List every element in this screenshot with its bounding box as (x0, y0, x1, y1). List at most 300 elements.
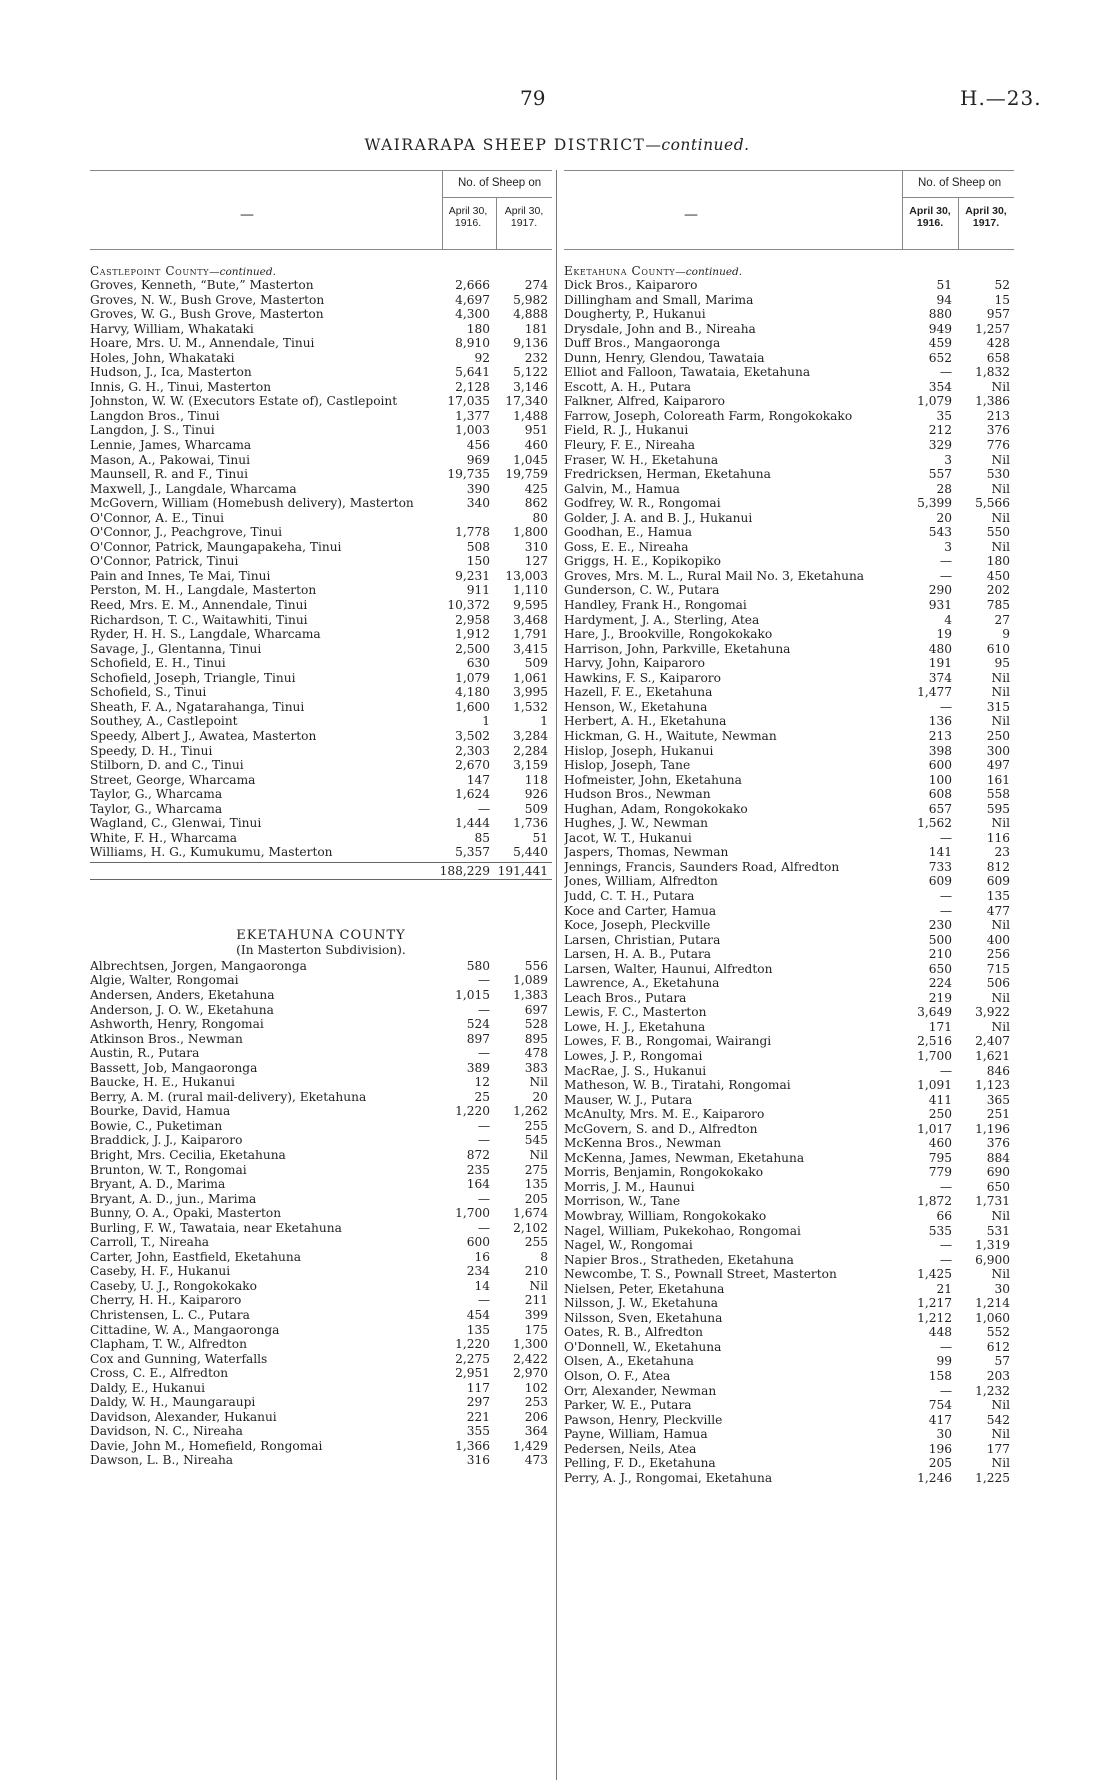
table-row (564, 1456, 1014, 1471)
table-row (90, 554, 552, 569)
county-heading: EKETAHUNA COUNTY (236, 927, 406, 943)
sheep-1916: — (939, 1238, 952, 1253)
total-1917: 191,441 (497, 863, 548, 878)
table-row (90, 423, 552, 438)
owner-name: Hofmeister, John, Eketahuna (564, 772, 742, 787)
sheep-1916: 630 (466, 656, 490, 671)
sheep-1916: 221 (466, 1409, 490, 1424)
sheep-1916: 535 (928, 1223, 952, 1238)
castlepoint-rows (90, 278, 552, 860)
sheep-1916: 19,735 (447, 467, 490, 482)
sheep-1917: 545 (524, 1133, 548, 1148)
sheep-1917: 232 (524, 350, 548, 365)
sheep-1916: — (477, 1046, 490, 1061)
sheep-1917: 697 (524, 1002, 548, 1017)
sheep-1916: 3 (944, 539, 952, 554)
table-row (564, 758, 1014, 773)
sheep-1917: 1 (540, 714, 548, 729)
sheep-1916: 5,357 (455, 845, 490, 860)
table-row (90, 1381, 552, 1396)
header-group-label: No. of Sheep on (458, 177, 542, 189)
sheep-1917: 376 (986, 1136, 1010, 1151)
sheep-1916: 1,700 (455, 1206, 490, 1221)
sheep-1917: Nil (991, 1267, 1010, 1282)
owner-name: Fleury, F. E., Nireaha (564, 438, 696, 453)
sheep-1916: 2,303 (455, 743, 490, 758)
owner-name: Dunn, Henry, Glendou, Tawataia (564, 350, 765, 365)
owner-name: Hughan, Adam, Rongokokako (564, 801, 748, 816)
owner-name: Algie, Walter, Rongomai (90, 973, 239, 988)
table-row (90, 773, 552, 788)
owner-name: Mauser, W. J., Putara (564, 1092, 693, 1107)
sheep-1916: 1,912 (455, 627, 490, 642)
sheep-1916: 460 (928, 1136, 952, 1151)
sheep-1917: 530 (986, 467, 1010, 482)
sheep-1917: 20 (532, 1089, 548, 1104)
table-row (90, 511, 552, 526)
table-row (90, 988, 552, 1003)
sheep-1916: 1,444 (455, 816, 490, 831)
sheep-1916: — (477, 973, 490, 988)
sheep-1917: Nil (991, 670, 1010, 685)
sheep-1917: 5,566 (975, 496, 1010, 511)
table-row (564, 554, 1014, 569)
sheep-1916: 1,600 (455, 699, 490, 714)
owner-name: Nagel, William, Pukekohao, Rongomai (564, 1223, 801, 1238)
owner-name: Nilsson, J. W., Eketahuna (564, 1296, 719, 1311)
sheep-1917: 957 (986, 307, 1010, 322)
sheep-1916: 21 (936, 1281, 952, 1296)
sheep-1917: Nil (991, 685, 1010, 700)
sheep-1917: 846 (986, 1063, 1010, 1078)
sheep-1916: 389 (466, 1060, 490, 1075)
table-row (564, 598, 1014, 613)
owner-name: Leach Bros., Putara (564, 990, 687, 1005)
sheep-1916: — (939, 888, 952, 903)
sheep-1916: 4,300 (455, 307, 490, 322)
owner-name: Clapham, T. W., Alfredton (90, 1337, 247, 1352)
sheep-1917: 895 (524, 1031, 548, 1046)
owner-name: Lowe, H. J., Eketahuna (564, 1019, 706, 1034)
sheep-1917: 1,488 (513, 408, 548, 423)
sheep-1917: 556 (524, 958, 548, 973)
sheep-1917: 127 (524, 554, 548, 569)
sheep-1916: 4,180 (455, 685, 490, 700)
owner-name: Hudson, J., Ica, Masterton (90, 365, 252, 380)
owner-name: Napier Bros., Stratheden, Eketahuna (564, 1252, 794, 1267)
sheep-1917: 365 (986, 1092, 1010, 1107)
eketahuna-rows-continued (564, 278, 1014, 1485)
sheep-1917: 528 (524, 1017, 548, 1032)
sheep-1917: 23 (994, 845, 1010, 860)
table-row (90, 351, 552, 366)
table-row (564, 482, 1014, 497)
sheep-1917: 509 (524, 656, 548, 671)
owner-name: Pain and Innes, Te Mai, Tinui (90, 568, 271, 583)
sheep-1917: 275 (524, 1162, 548, 1177)
sheep-1916: 390 (466, 481, 490, 496)
sheep-1916: 657 (928, 801, 952, 816)
owner-name: Schofield, S., Tinui (90, 685, 207, 700)
sheep-1917: 478 (524, 1046, 548, 1061)
owner-name: Ashworth, Henry, Rongomai (90, 1017, 264, 1032)
total-1916: 188,229 (439, 863, 490, 878)
owner-name: Speedy, Albert J., Awatea, Masterton (90, 728, 317, 743)
sheep-1917: 1,089 (513, 973, 548, 988)
sheep-1916: 99 (936, 1354, 952, 1369)
table-row (90, 1308, 552, 1323)
sheep-1916: 171 (928, 1019, 952, 1034)
sheep-1917: 552 (986, 1325, 1010, 1340)
sheep-1917: 135 (524, 1177, 548, 1192)
table-row (564, 874, 1014, 889)
sheep-1917: 251 (986, 1107, 1010, 1122)
owner-name: Maunsell, R. and F., Tinui (90, 467, 248, 482)
page-reference: H.—23. (960, 86, 1042, 110)
sheep-1917: 1,800 (513, 525, 548, 540)
owner-name: Duff Bros., Mangaoronga (564, 336, 721, 351)
table-row (90, 467, 552, 482)
owner-name: Hislop, Joseph, Tane (564, 758, 691, 773)
owner-name: Braddick, J. J., Kaiparoro (90, 1133, 243, 1148)
sheep-1917: 3,159 (513, 758, 548, 773)
table-row (564, 1064, 1014, 1079)
owner-name: Innis, G. H., Tinui, Masterton (90, 379, 272, 394)
sheep-1917: 715 (986, 961, 1010, 976)
sheep-1916: 35 (936, 408, 952, 423)
table-row (564, 656, 1014, 671)
table-row (564, 642, 1014, 657)
owner-name: Koce, Joseph, Pleckville (564, 918, 711, 933)
table-row (564, 583, 1014, 598)
sheep-1916: — (939, 568, 952, 583)
table-row (564, 1253, 1014, 1268)
table-row (564, 1471, 1014, 1486)
table-row (90, 365, 552, 380)
sheep-1916: 608 (928, 787, 952, 802)
owner-name: Groves, W. G., Bush Grove, Masterton (90, 307, 324, 322)
table-row (90, 293, 552, 308)
table-row (90, 1235, 552, 1250)
sheep-1917: 9 (1002, 627, 1010, 642)
owner-name: Ryder, H. H. S., Langdale, Wharcama (90, 627, 321, 642)
sheep-1916: 3,502 (455, 728, 490, 743)
owner-name: Olson, O. F., Atea (564, 1369, 671, 1384)
table-row (564, 380, 1014, 395)
sheep-1917: Nil (991, 714, 1010, 729)
sheep-1916: 1,017 (917, 1121, 952, 1136)
owner-name: Davie, John M., Homefield, Rongomai (90, 1438, 323, 1453)
sheep-1917: 27 (994, 612, 1010, 627)
table-row (564, 1340, 1014, 1355)
sheep-1916: 1,015 (455, 987, 490, 1002)
sheep-1916: 1,366 (455, 1438, 490, 1453)
owner-name: Hoare, Mrs. U. M., Annendale, Tinui (90, 336, 315, 351)
table-row (564, 1122, 1014, 1137)
sheep-1917: Nil (529, 1075, 548, 1090)
table-row (90, 1104, 552, 1119)
sheep-1917: 690 (986, 1165, 1010, 1180)
sheep-1917: 4,888 (513, 307, 548, 322)
sheep-1917: 3,146 (513, 379, 548, 394)
sheep-1916: 872 (466, 1147, 490, 1162)
sheep-1916: 180 (466, 321, 490, 336)
sheep-1916: 19 (936, 627, 952, 642)
owner-name: Nielsen, Peter, Eketahuna (564, 1281, 725, 1296)
table-row (90, 336, 552, 351)
sheep-1917: 1,621 (975, 1048, 1010, 1063)
sheep-1916: — (939, 699, 952, 714)
sheep-1916: 191 (928, 656, 952, 671)
table-row (90, 1075, 552, 1090)
sheep-1916: 290 (928, 583, 952, 598)
sheep-1916: 8,910 (455, 336, 490, 351)
sheep-1917: Nil (991, 539, 1010, 554)
sheep-1917: 5,440 (513, 845, 548, 860)
owner-name: Schofield, E. H., Tinui (90, 656, 226, 671)
owner-name: Lowes, F. B., Rongomai, Wairangi (564, 1034, 772, 1049)
sheep-1916: — (939, 830, 952, 845)
table-row (90, 1090, 552, 1105)
column-divider (556, 170, 557, 1780)
sheep-1916: 1,425 (917, 1267, 952, 1282)
table-row (564, 1180, 1014, 1195)
sheep-1916: 219 (928, 990, 952, 1005)
table-row (90, 598, 552, 613)
owner-name: Olsen, A., Eketahuna (564, 1354, 694, 1369)
sheep-1917: 135 (986, 888, 1010, 903)
table-row (564, 714, 1014, 729)
total-row (90, 862, 552, 880)
table-row (564, 700, 1014, 715)
sheep-1916: 1,220 (455, 1337, 490, 1352)
table-row (90, 758, 552, 773)
table-row (90, 1279, 552, 1294)
sheep-1917: 13,003 (505, 568, 548, 583)
owner-name: Dick Bros., Kaiparoro (564, 278, 698, 292)
sheep-1917: 57 (994, 1354, 1010, 1369)
right-table-header (564, 170, 1014, 250)
sheep-1916: 456 (466, 438, 490, 453)
header-year-1917: April 30, 1917. (504, 205, 544, 229)
sheep-1916: — (477, 1191, 490, 1206)
table-row (564, 962, 1014, 977)
owner-name: Cittadine, W. A., Mangaoronga (90, 1322, 280, 1337)
owner-name: Farrow, Joseph, Coloreath Farm, Rongokokako (564, 408, 853, 423)
sheep-1917: 509 (524, 801, 548, 816)
owner-name: Koce and Carter, Hamua (564, 903, 717, 918)
table-row (564, 729, 1014, 744)
table-row (564, 307, 1014, 322)
table-row (90, 482, 552, 497)
owner-name: Anderson, J. O. W., Eketahuna (90, 1002, 274, 1017)
table-row (564, 802, 1014, 817)
page-title (0, 136, 1114, 154)
owner-name: Handley, Frank H., Rongomai (564, 598, 747, 613)
table-row (90, 627, 552, 642)
sheep-1916: 1,246 (917, 1470, 952, 1485)
sheep-1917: 812 (986, 859, 1010, 874)
owner-name: O'Connor, Patrick, Maungapakeha, Tinui (90, 539, 342, 554)
sheep-1916: 931 (928, 598, 952, 613)
owner-name: Street, George, Wharcama (90, 772, 256, 787)
table-row (564, 423, 1014, 438)
sheep-1916: 600 (466, 1235, 490, 1250)
sheep-1917: 542 (986, 1412, 1010, 1427)
table-row (564, 1224, 1014, 1239)
table-row (564, 453, 1014, 468)
sheep-1917: 175 (524, 1322, 548, 1337)
sheep-1916: 580 (466, 958, 490, 973)
sheep-1917: 203 (986, 1369, 1010, 1384)
sheep-1917: 506 (986, 976, 1010, 991)
section-title: Eketahuna County (564, 264, 676, 278)
sheep-1917: 595 (986, 801, 1010, 816)
sheep-1917: 274 (524, 278, 548, 292)
sheep-1917: 310 (524, 539, 548, 554)
title-continued: —continued. (645, 136, 750, 154)
header-year-1916: April 30, 1916. (909, 205, 951, 229)
sheep-1917: 428 (986, 336, 1010, 351)
owner-name: Harvy, John, Kaiparoro (564, 656, 705, 671)
sheep-1917: 256 (986, 947, 1010, 962)
owner-name: Taylor, G., Wharcama (90, 801, 223, 816)
table-row (90, 1323, 552, 1338)
sheep-1916: 329 (928, 438, 952, 453)
title-main: WAIRARAPA SHEEP DISTRICT (364, 136, 646, 154)
table-row (90, 1366, 552, 1381)
owner-name: Wagland, C., Glenwai, Tinui (90, 816, 262, 831)
owner-name: Dawson, L. B., Nireaha (90, 1453, 234, 1468)
owner-name: Bassett, Job, Mangaoronga (90, 1060, 258, 1075)
header-dash: — (684, 207, 698, 223)
header-group-rule (442, 197, 552, 198)
owner-name: Bright, Mrs. Cecilia, Eketahuna (90, 1147, 286, 1162)
right-column (564, 170, 1014, 1485)
owner-name: Daldy, E., Hukanui (90, 1380, 205, 1395)
owner-name: Hughes, J. W., Newman (564, 816, 709, 831)
sheep-1917: 951 (524, 423, 548, 438)
owner-name: Williams, H. G., Kumukumu, Masterton (90, 845, 333, 860)
table-row (90, 685, 552, 700)
header-year-1917: April 30, 1917. (965, 205, 1007, 229)
sheep-1916: 316 (466, 1453, 490, 1468)
sheep-1917: 477 (986, 903, 1010, 918)
sheep-1916: 250 (928, 1107, 952, 1122)
sheep-1916: 459 (928, 336, 952, 351)
sheep-1917: 180 (986, 554, 1010, 569)
section-continued: —continued. (209, 266, 276, 278)
sheep-1917: 202 (986, 583, 1010, 598)
owner-name: Langdon Bros., Tinui (90, 408, 220, 423)
sheep-1917: Nil (991, 1398, 1010, 1413)
sheep-1917: 80 (532, 510, 548, 525)
table-row (564, 365, 1014, 380)
table-row (90, 569, 552, 584)
table-row (90, 438, 552, 453)
sheep-1917: 1,214 (975, 1296, 1010, 1311)
owner-name: Fredricksen, Herman, Eketahuna (564, 467, 771, 482)
table-row (564, 904, 1014, 919)
owner-name: Davidson, N. C., Nireaha (90, 1424, 243, 1439)
table-row (564, 1354, 1014, 1369)
table-row (564, 1136, 1014, 1151)
table-row (564, 336, 1014, 351)
owner-name: Christensen, L. C., Putara (90, 1308, 250, 1322)
sheep-1916: 158 (928, 1369, 952, 1384)
sheep-1917: 3,995 (513, 685, 548, 700)
table-row (564, 947, 1014, 962)
owner-name: Jones, William, Alfredton (564, 874, 718, 889)
owner-name: Harrison, John, Parkville, Eketahuna (564, 641, 791, 656)
sheep-1916: 779 (928, 1165, 952, 1180)
owner-name: O'Donnell, W., Eketahuna (564, 1339, 722, 1354)
table-row (564, 351, 1014, 366)
owner-name: McAnulty, Mrs. M. E., Kaiparoro (564, 1107, 765, 1122)
table-row (564, 409, 1014, 424)
sheep-1917: 9,136 (513, 336, 548, 351)
sheep-1917: 1,736 (513, 816, 548, 831)
sheep-1917: 610 (986, 641, 1010, 656)
left-table-header (90, 170, 552, 250)
sheep-1916: — (477, 1293, 490, 1308)
table-row (564, 787, 1014, 802)
owner-name: Richardson, T. C., Waitawhiti, Tinui (90, 612, 308, 627)
owner-name: Falkner, Alfred, Kaiparoro (564, 394, 725, 409)
table-row (90, 1410, 552, 1425)
left-column (90, 170, 552, 1468)
sheep-1917: 400 (986, 932, 1010, 947)
sheep-1917: 118 (524, 772, 548, 787)
table-row (564, 467, 1014, 482)
sheep-1917: 30 (994, 1281, 1010, 1296)
table-row (90, 307, 552, 322)
table-row (90, 1293, 552, 1308)
sheep-1916: 1,212 (917, 1310, 952, 1325)
table-row (90, 394, 552, 409)
sheep-1917: 2,422 (513, 1351, 548, 1366)
sheep-1916: 897 (466, 1031, 490, 1046)
sheep-1916: 5,641 (455, 365, 490, 380)
owner-name: Golder, J. A. and B. J., Hukanui (564, 510, 753, 525)
sheep-1917: 255 (524, 1235, 548, 1250)
table-row (90, 973, 552, 988)
header-year-1916: April 30, 1916. (448, 205, 488, 229)
table-row (564, 860, 1014, 875)
table-row (90, 525, 552, 540)
sheep-1916: 652 (928, 350, 952, 365)
sheep-1916: 609 (928, 874, 952, 889)
sheep-1917: Nil (529, 1278, 548, 1293)
table-row (90, 787, 552, 802)
sheep-1916: 1,778 (455, 525, 490, 540)
owner-name: Hazell, F. E., Eketahuna (564, 685, 713, 700)
owner-name: Andersen, Anders, Eketahuna (90, 987, 275, 1002)
section-continued: —continued. (675, 266, 743, 278)
sheep-1917: 300 (986, 743, 1010, 758)
table-row (564, 540, 1014, 555)
sheep-1917: 213 (986, 408, 1010, 423)
sheep-1916: 94 (936, 292, 952, 307)
sheep-1917: 383 (524, 1060, 548, 1075)
sheep-1916: — (939, 1383, 952, 1398)
owner-name: Stilborn, D. and C., Tinui (90, 758, 244, 773)
table-row (564, 1442, 1014, 1457)
table-row (90, 671, 552, 686)
sheep-1916: 2,951 (455, 1366, 490, 1381)
sheep-1916: 795 (928, 1150, 952, 1165)
sheep-1916: 136 (928, 714, 952, 729)
